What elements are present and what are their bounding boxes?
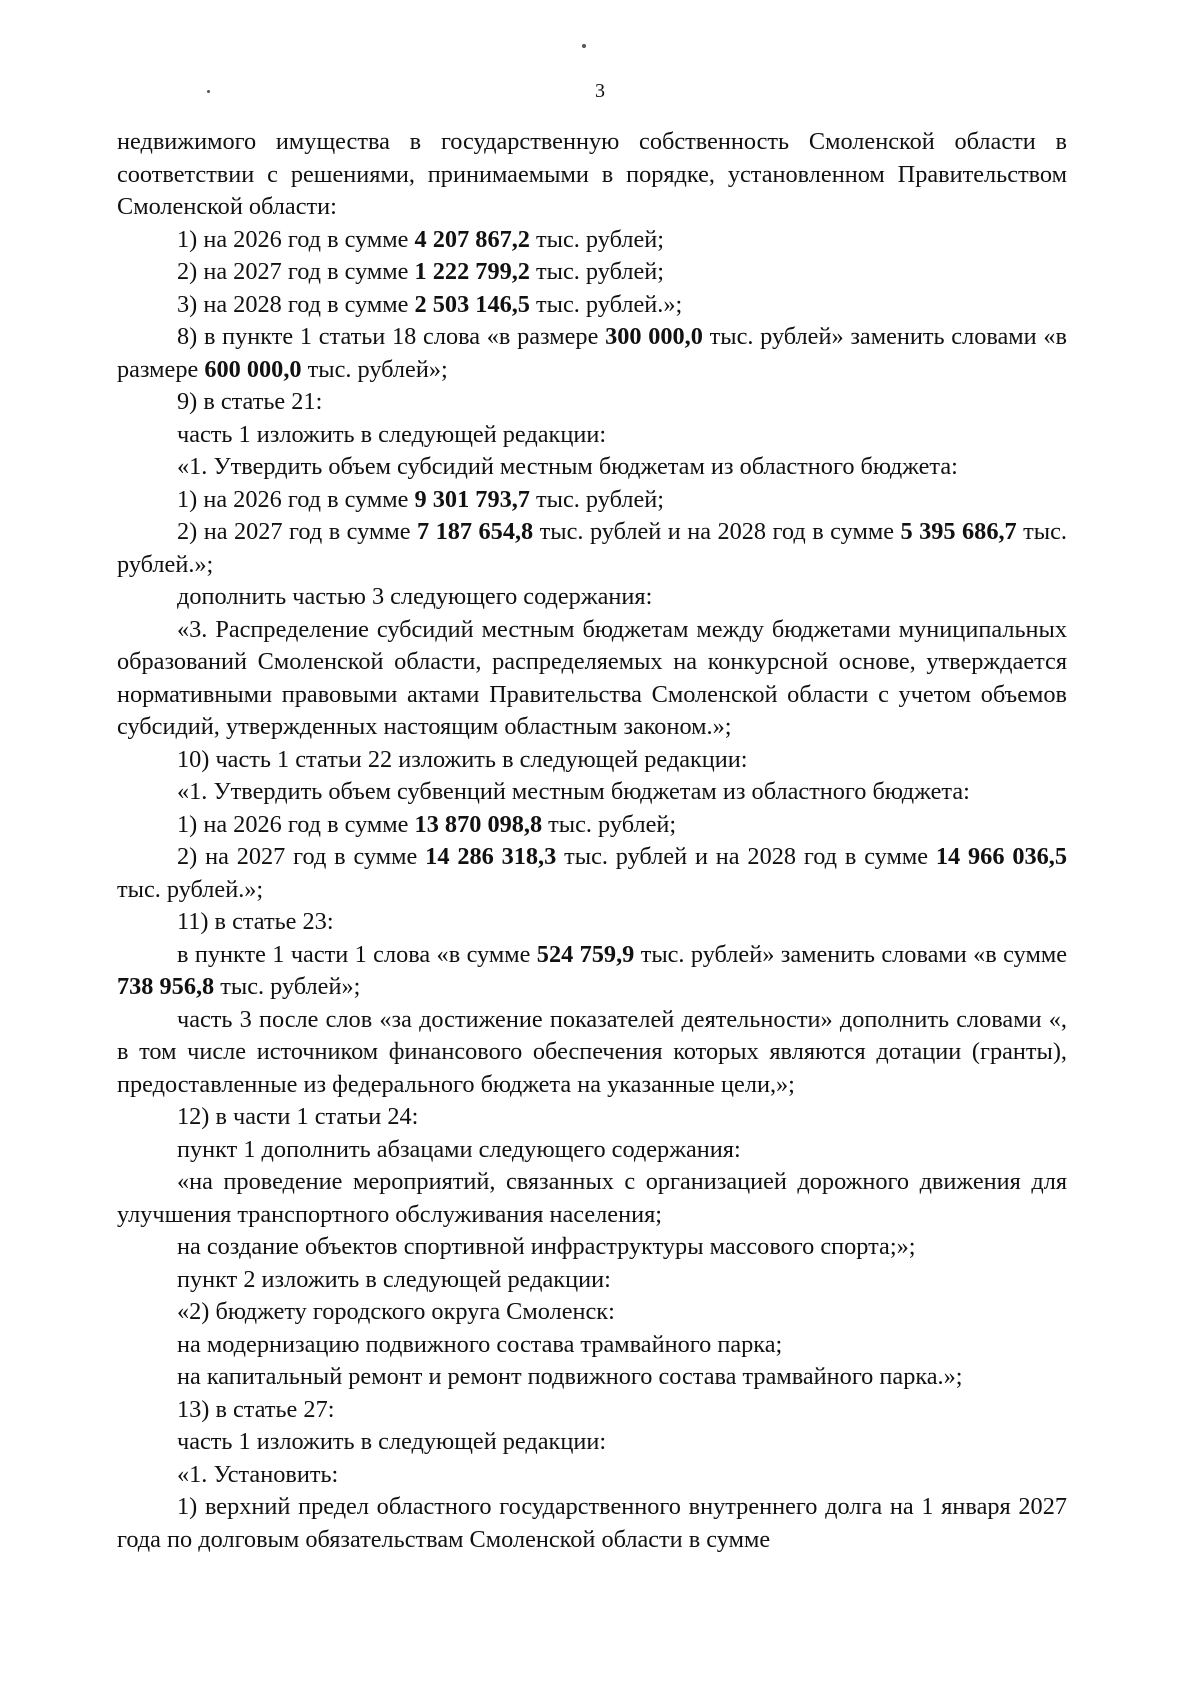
document-body — [117, 126, 1067, 1556]
paragraph — [117, 1394, 1067, 1427]
text-run: «на проведение мероприятий, связанных с организацией дорожного движения для улучшения транспортного обслуживания населения; — [117, 1168, 1067, 1228]
amount-value: 7 187 654,8 — [416, 518, 534, 545]
paragraph — [117, 256, 1067, 289]
text-run: тыс. рублей» заменить словами «в размере — [117, 323, 1067, 383]
text-run: на капитальный ремонт и ремонт подвижного состава трамвайного парка.»; — [177, 1363, 963, 1390]
paragraph — [117, 484, 1067, 517]
paragraph — [117, 744, 1067, 777]
text-run: «3. Распределение субсидий местным бюджетам между бюджетами муниципальных образований Смоленской области, распределяемых на конкурсной основе, утверждается нормативными правовыми актами Правительства Смоленской области с учетом объемов субсидий, утвержденных настоящим областным законом.»; — [117, 615, 1067, 740]
paragraph — [117, 1166, 1067, 1231]
text-run: 2) на 2027 год в сумме — [177, 258, 415, 285]
paragraph — [117, 1459, 1067, 1492]
paragraph — [117, 321, 1067, 386]
text-run: 2) на 2027 год в сумме — [177, 518, 417, 545]
paragraph — [117, 126, 1067, 224]
text-run: 11) в статье 23: — [177, 908, 334, 935]
text-run: 10) часть 1 статьи 22 изложить в следующей редакции: — [177, 745, 748, 773]
text-run: 1) на 2026 год в сумме — [177, 810, 415, 838]
text-run: тыс. рублей; — [529, 485, 664, 513]
amount-value: 13 870 098,8 — [414, 810, 543, 838]
paragraph — [117, 1491, 1067, 1556]
paragraph — [117, 1329, 1067, 1362]
text-run: тыс. рублей и на 2028 год в сумме — [533, 518, 901, 545]
text-run: тыс. рублей» заменить словами «в сумме — [634, 940, 1067, 968]
text-run: «2) бюджету городского округа Смоленск: — [177, 1298, 615, 1325]
text-run: тыс. рублей; — [529, 225, 664, 253]
text-run: дополнить частью 3 следующего содержания: — [177, 583, 653, 610]
paragraph — [117, 581, 1067, 614]
amount-value: 600 000,0 — [204, 355, 302, 383]
paragraph — [117, 1004, 1067, 1102]
amount-value: 4 207 867,2 — [414, 225, 530, 253]
paragraph — [117, 386, 1067, 419]
paragraph — [117, 776, 1067, 809]
text-run: «1. Утвердить объем субвенций местным бюджетам из областного бюджета: — [177, 778, 970, 805]
text-run: часть 3 после слов «за достижение показателей деятельности» дополнить словами «, в том числе источником финансового обеспечения которых являются дотации (гранты), предоставленные из федерального бюджета на указанные цели,»; — [117, 1005, 1067, 1098]
text-run: часть 1 изложить в следующей редакции: — [177, 1428, 607, 1455]
paragraph — [117, 289, 1067, 322]
text-run: тыс. рублей.»; — [117, 518, 1067, 578]
paragraph — [117, 939, 1067, 1004]
text-run: на модернизацию подвижного состава трамвайного парка; — [177, 1330, 783, 1358]
text-run: 1) на 2026 год в сумме — [177, 225, 415, 253]
amount-value: 14 966 036,5 — [935, 843, 1067, 870]
amount-value: 5 395 686,7 — [900, 518, 1017, 545]
text-run: 3) на 2028 год в сумме — [177, 290, 415, 318]
paragraph — [117, 1426, 1067, 1459]
paragraph — [117, 451, 1067, 484]
paragraph — [117, 516, 1067, 581]
paragraph — [117, 419, 1067, 452]
amount-value: 300 000,0 — [605, 323, 703, 350]
text-run: тыс. рублей»; — [301, 355, 448, 383]
paragraph — [117, 1296, 1067, 1329]
text-run: тыс. рублей.»; — [529, 290, 683, 318]
text-run: часть 1 изложить в следующей редакции: — [177, 420, 607, 448]
text-run: 1) верхний предел областного государственного внутреннего долга на 1 января 2027 года по долговым обязательствам Смоленской области в сумме — [117, 1493, 1067, 1553]
paragraph — [117, 1264, 1067, 1297]
text-run: пункт 1 дополнить абзацами следующего содержания: — [177, 1135, 741, 1163]
amount-value: 1 222 799,2 — [414, 258, 530, 285]
text-run: 1) на 2026 год в сумме — [177, 485, 415, 513]
text-run: тыс. рублей; — [529, 258, 664, 285]
text-run: 9) в статье 21: — [177, 388, 323, 415]
paragraph — [117, 841, 1067, 906]
amount-value: 524 759,9 — [536, 940, 635, 968]
paragraph — [117, 614, 1067, 744]
amount-value: 2 503 146,5 — [414, 290, 530, 318]
amount-value: 738 956,8 — [117, 973, 215, 1000]
text-run: 12) в части 1 статьи 24: — [177, 1103, 419, 1130]
paragraph — [117, 906, 1067, 939]
text-run: тыс. рублей.»; — [117, 875, 264, 903]
paragraph — [117, 1361, 1067, 1394]
text-run: «1. Утвердить объем субсидий местным бюджетам из областного бюджета: — [177, 453, 958, 480]
paragraph — [117, 809, 1067, 842]
paragraph — [117, 1101, 1067, 1134]
amount-value: 9 301 793,7 — [414, 485, 530, 513]
text-run: тыс. рублей; — [542, 810, 677, 838]
text-run: 2) на 2027 год в сумме — [177, 843, 426, 870]
text-run: пункт 2 изложить в следующей редакции: — [177, 1265, 611, 1293]
page-number: 3 — [595, 80, 605, 102]
text-run: в пункте 1 части 1 слова «в сумме — [177, 940, 537, 968]
paragraph — [117, 1134, 1067, 1167]
text-run: тыс. рублей»; — [214, 973, 361, 1000]
text-run: тыс. рублей и на 2028 год в сумме — [556, 843, 936, 870]
paragraph — [117, 1231, 1067, 1264]
text-run: 13) в статье 27: — [177, 1395, 335, 1423]
paragraph — [117, 224, 1067, 257]
amount-value: 14 286 318,3 — [425, 843, 557, 870]
text-run: недвижимого имущества в государственную собственность Смоленской области в соответствии с решениями, принимаемыми в порядке, установленном Правительством Смоленской области: — [117, 128, 1067, 220]
text-run: 8) в пункте 1 статьи 18 слова «в размере — [177, 323, 606, 350]
text-run: «1. Установить: — [177, 1460, 339, 1488]
scan-speck — [582, 44, 586, 48]
text-run: на создание объектов спортивной инфраструктуры массового спорта;»; — [177, 1233, 916, 1260]
